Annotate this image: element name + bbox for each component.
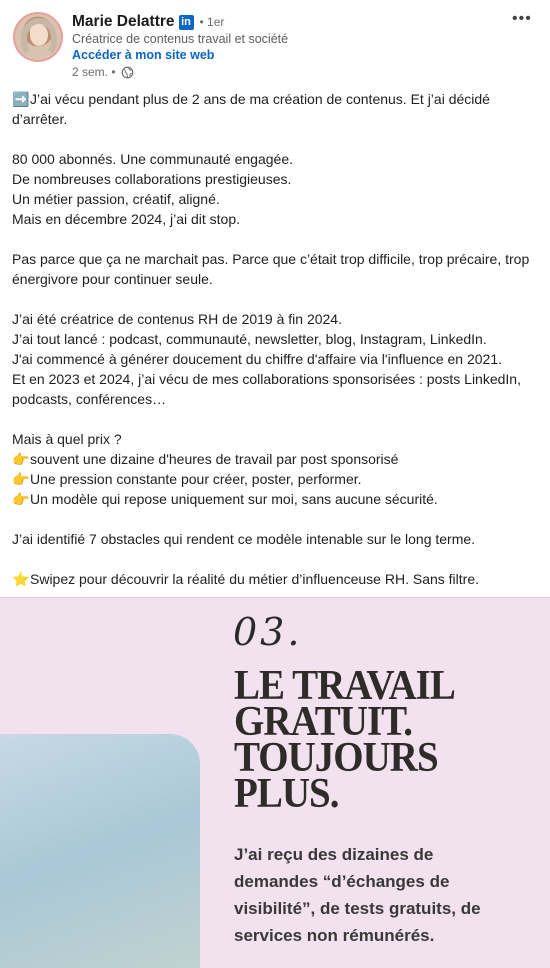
pointing-hand-icon: 👉 [12,491,30,507]
slide-number: 03. [233,610,303,654]
post-header [0,0,550,86]
arrow-icon: ➡️ [12,91,30,107]
paragraph-intro: ➡️J’ai vécu pendant plus de 2 ans de ma création de contenus. Et j’ai décidé d’arrêter. [12,91,490,127]
pointing-hand-icon: 👉 [12,471,30,487]
paragraph-history: J’ai été créatrice de contenus RH de 2019 à fin 2024. J’ai tout lancé : podcast, communauté, newsletter, blog, Instagram, LinkedIn. J'ai commencé à générer doucement du chiffre d'affaire via l'influence en 2021. Et en 2023 et 2024, j’ai vécu de mes collaborations sponsorisées : posts LinkedIn, podcasts, conférences… [12,311,521,407]
paragraph-cost: Mais à quel prix ? 👉souvent une dizaine d'heures de travail par post sponsorisé 👉Une pression constante pour créer, poster, performer. 👉Un modèle qui repose uniquement sur moi, sans aucune sécurité. [12,431,438,507]
slide-title: LE TRAVAIL GRATUIT. TOUJOURS PLUS. [234,662,455,817]
pointing-hand-icon: 👉 [12,451,30,467]
ellipsis-icon[interactable]: ••• [512,10,532,27]
post-timestamp [72,65,134,79]
paragraph-reason: Pas parce que ça ne marchait pas. Parce que c’était trop difficile, trop précaire, trop énergivore pour continuer seule. [12,251,530,287]
slide-photo [0,734,200,968]
avatar-face [30,24,48,46]
slide-description: J’ai reçu des dizaines de demandes “d’échanges de visibilité”, de tests gratuits, de services non rémunérés. [234,845,481,945]
author-name[interactable]: Marie Delattre [72,13,175,30]
carousel-slide[interactable] [0,597,550,968]
website-link[interactable]: Accéder à mon site web [72,48,215,62]
avatar[interactable] [13,12,63,62]
author-headline: Créatrice de contenus travail et société [72,32,289,46]
globe-icon [121,66,134,79]
post-text [12,89,542,589]
connection-degree: • 1er [199,15,225,29]
paragraph-stats: 80 000 abonnés. Une communauté engagée. De nombreuses collaborations prestigieuses. Un métier passion, créatif, aligné. Mais en décembre 2024, j’ai dit stop. [12,151,293,227]
star-icon: ⭐ [12,571,30,587]
linkedin-icon: in [179,15,194,30]
paragraph-cta: ⭐Swipez pour découvrir la réalité du métier d’influenceuse RH. Sans filtre. [12,571,479,587]
author-name-row [72,12,224,32]
posted-time: 2 sem. • [72,65,116,79]
paragraph-obstacles: J’ai identifié 7 obstacles qui rendent ce modèle intenable sur le long terme. [12,531,476,547]
